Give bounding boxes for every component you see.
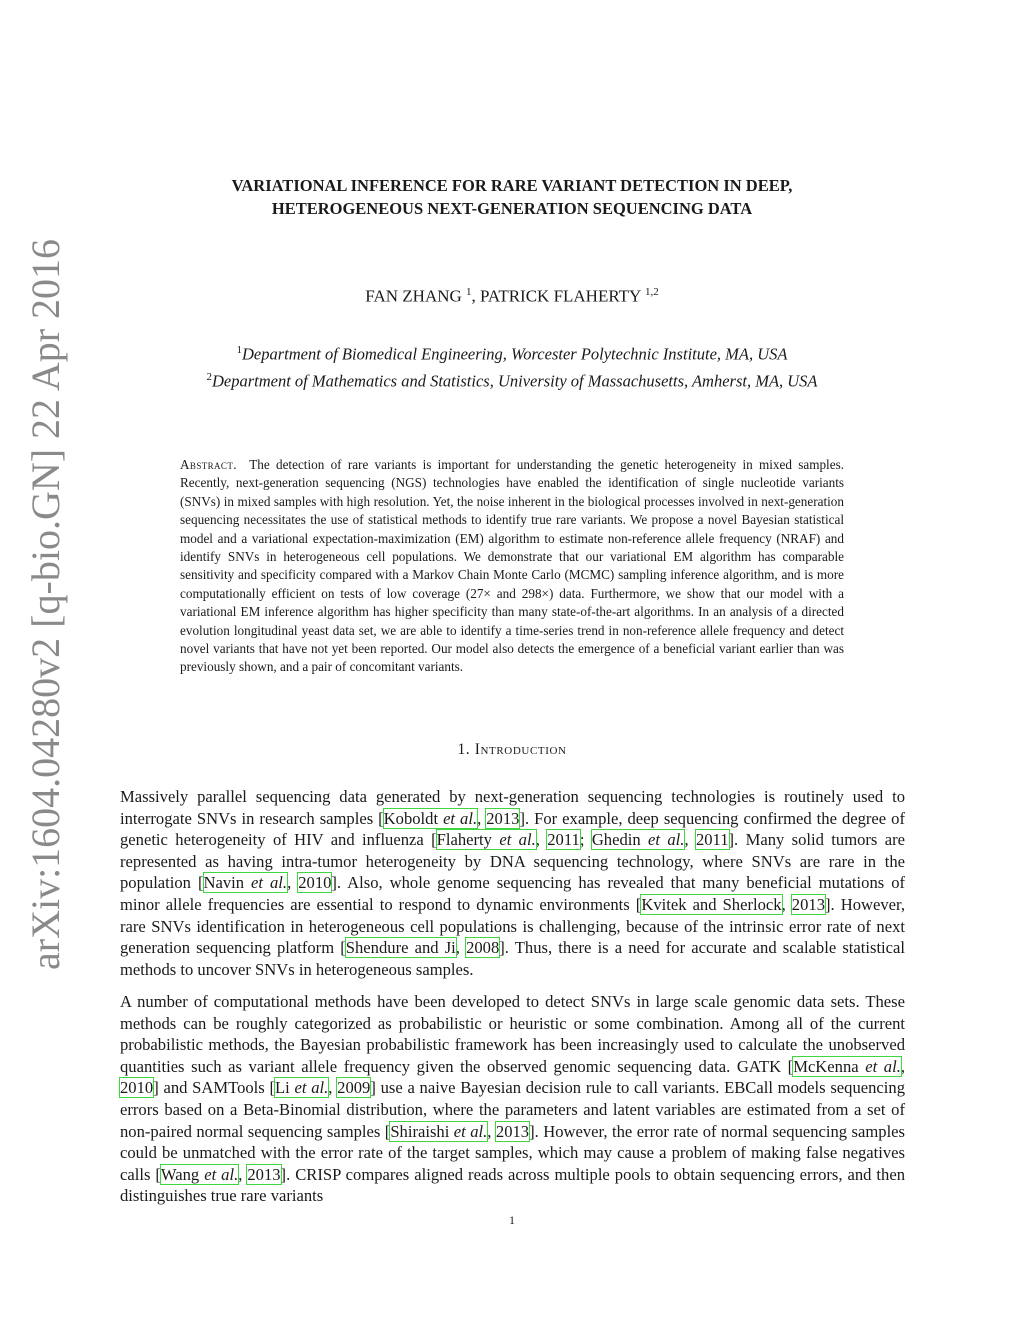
author-separator: , (471, 286, 481, 306)
author-2-name: PATRICK FLAHERTY (480, 286, 641, 306)
paragraph-text: ]. Many solid tumors are represented as having intra-tumor heterogeneity by DNA sequencing technology, where SNVs are rare in the population [ (120, 830, 906, 893)
paragraph-text: ] use a naive Bayesian decision rule to call variants. EBCall models sequencing errors based on a Beta-Binomial distribution, where the parameters and latent variables are estimated from a set of non-paired normal sequencing samples [ (120, 1078, 905, 1141)
paper-title (120, 174, 904, 220)
citation-separator: , (684, 830, 696, 850)
citation-link[interactable]: Shendure and Ji (345, 938, 456, 958)
author-1-affiliation-marker: 1 (466, 286, 472, 298)
citation-separator: , (455, 938, 467, 958)
paragraph-text: ]. For example, deep sequencing confirmed the degree of genetic heterogeneity of HIV and influenza [ (120, 808, 905, 850)
affiliation-1-marker: 1 (236, 344, 243, 356)
citation-year-link[interactable]: 2013 (247, 1164, 281, 1184)
paragraph-text: A number of computational methods have been developed to detect SNVs in large scale genomic data sets. These methods can be roughly categorized as probabilistic or heuristic or some combination. Among all of the current probabilistic methods, the Bayesian probabilistic framework has been increasingly used to calculate the unobserved quantities such as variant allele frequency given the observed genomic sequencing data. GATK [ (120, 992, 905, 1076)
citation-year-link[interactable]: 2013 (486, 808, 520, 828)
citation-link[interactable]: Koboldt et al. (383, 808, 478, 828)
citation-link[interactable]: Flaherty et al. (436, 830, 536, 850)
citation-separator: ; (579, 830, 592, 850)
paragraph-text: ]. Thus, there is a need for accurate and scalable statistical methods to uncover SNVs in heterogeneous samples. (120, 938, 906, 979)
citation-separator: , (477, 808, 487, 828)
citation-separator: , (238, 1164, 248, 1184)
affiliation-2-marker: 2 (206, 370, 212, 383)
citation-link[interactable]: Kvitek and Sherlock (641, 894, 782, 914)
author-2-affiliation-marker: 1,2 (644, 286, 659, 298)
citation-separator: , (781, 894, 792, 914)
citation-year-link[interactable]: 2009 (337, 1078, 371, 1098)
section-number: 1. (457, 741, 471, 758)
abstract-heading: Abstract. (180, 457, 237, 472)
author-1-name: FAN ZHANG (365, 286, 462, 306)
page-number: 1 (509, 1213, 515, 1227)
citation-link[interactable]: Navin et al. (203, 873, 288, 893)
citation-link[interactable]: Shiraishi et al. (390, 1121, 488, 1141)
citation-year-link[interactable]: 2011 (695, 830, 729, 850)
affiliation-1 (120, 339, 904, 366)
abstract (180, 456, 844, 677)
citation-year-link[interactable]: 2011 (547, 830, 580, 850)
title-line-1: VARIATIONAL INFERENCE FOR RARE VARIANT DETECTION IN DEEP, (231, 176, 793, 195)
section-title: Introduction (474, 741, 567, 758)
citation-separator: , (328, 1078, 338, 1098)
introduction-paragraph-2 (120, 991, 905, 1207)
author-list (120, 280, 904, 309)
citation-separator: , (487, 1121, 496, 1141)
section-heading-introduction (120, 741, 904, 759)
paragraph-text: ]. Also, whole genome sequencing has revealed that many beneficial mutations of minor allele frequencies are essential to respond to dynamic environments [ (120, 873, 906, 914)
affiliation-2 (120, 366, 904, 393)
citation-year-link[interactable]: 2013 (791, 894, 825, 914)
citation-year-link[interactable]: 2013 (495, 1121, 530, 1141)
paragraph-text: ]. CRISP compares aligned reads across multiple pools to obtain sequencing errors, and then distinguishes true rare variants (120, 1164, 906, 1206)
paragraph-text: ] and SAMTools [ (153, 1078, 276, 1098)
affiliation-1-text: Department of Biomedical Engineering, Worcester Polytechnic Institute, MA, USA (242, 344, 788, 364)
citation-separator: , (287, 873, 299, 893)
paragraph-text: ]. However, rare SNVs identification in heterogeneous cell populations is challenging, because of the intrinsic error rate of next generation sequencing platform [ (120, 894, 906, 958)
arxiv-identifier: arXiv:1604.04280v2 [q-bio.GN] 22 Apr 2016 (23, 238, 68, 970)
citation-year-link[interactable]: 2010 (298, 873, 332, 893)
citation-separator: , (900, 1056, 905, 1076)
citation-link[interactable]: McKenna et al. (793, 1056, 901, 1076)
citation-separator: , (535, 830, 548, 850)
citation-link[interactable]: Wang et al. (160, 1164, 239, 1184)
introduction-paragraph-1 (120, 786, 905, 980)
paragraph-text: Massively parallel sequencing data generated by next-generation sequencing technologies is routinely used to interrogate SNVs in research samples [ (120, 787, 905, 828)
abstract-text: The detection of rare variants is important for understanding the genetic heterogeneity in mixed samples. Recently, next-generation sequencing (NGS) technologies have enabled the identification of single nucleotide variants (SNVs) in mixed samples with high resolution. Yet, the noise inherent in the biological processes involved in next-generation sequencing necessitates the use of statistical methods to identify true rare variants. We propose a novel Bayesian statistical model and a variational expectation-maximization (EM) algorithm to estimate non-reference allele frequency (NRAF) and identify SNVs in heterogeneous cell populations. We demonstrate that our variational EM algorithm has comparable sensitivity and specificity compared with a Markov Chain Monte Carlo (MCMC) sampling inference algorithm, and is more computationally efficient on tests of low coverage (27× and 298×) data. Furthermore, we show that our model with a variational EM inference algorithm has higher specificity than many state-of-the-art algorithms. In an analysis of a directed evolution longitudinal yeast data set, we are able to identify a time-series trend in non-reference allele frequency and detect novel variants that have not yet been reported. Our model also detects the emergence of a beneficial variant earlier than was previously shown, and a pair of concomitant variants. (180, 457, 844, 675)
title-line-2: HETEROGENEOUS NEXT-GENERATION SEQUENCING DATA (271, 199, 753, 218)
citation-link[interactable]: Ghedin et al. (591, 830, 685, 850)
citation-year-link[interactable]: 2008 (466, 938, 500, 958)
citation-link[interactable]: Li et al. (275, 1078, 329, 1098)
affiliations (120, 339, 904, 392)
paragraph-text: ]. However, the error rate of normal sequencing samples could be unmatched with the error rate of the target samples, which may cause a problem of making false negatives calls [ (120, 1121, 906, 1184)
affiliation-2-text: Department of Mathematics and Statistics, University of Massachusetts, Amherst, MA, USA (211, 371, 818, 390)
citation-year-link[interactable]: 2010 (120, 1078, 154, 1098)
